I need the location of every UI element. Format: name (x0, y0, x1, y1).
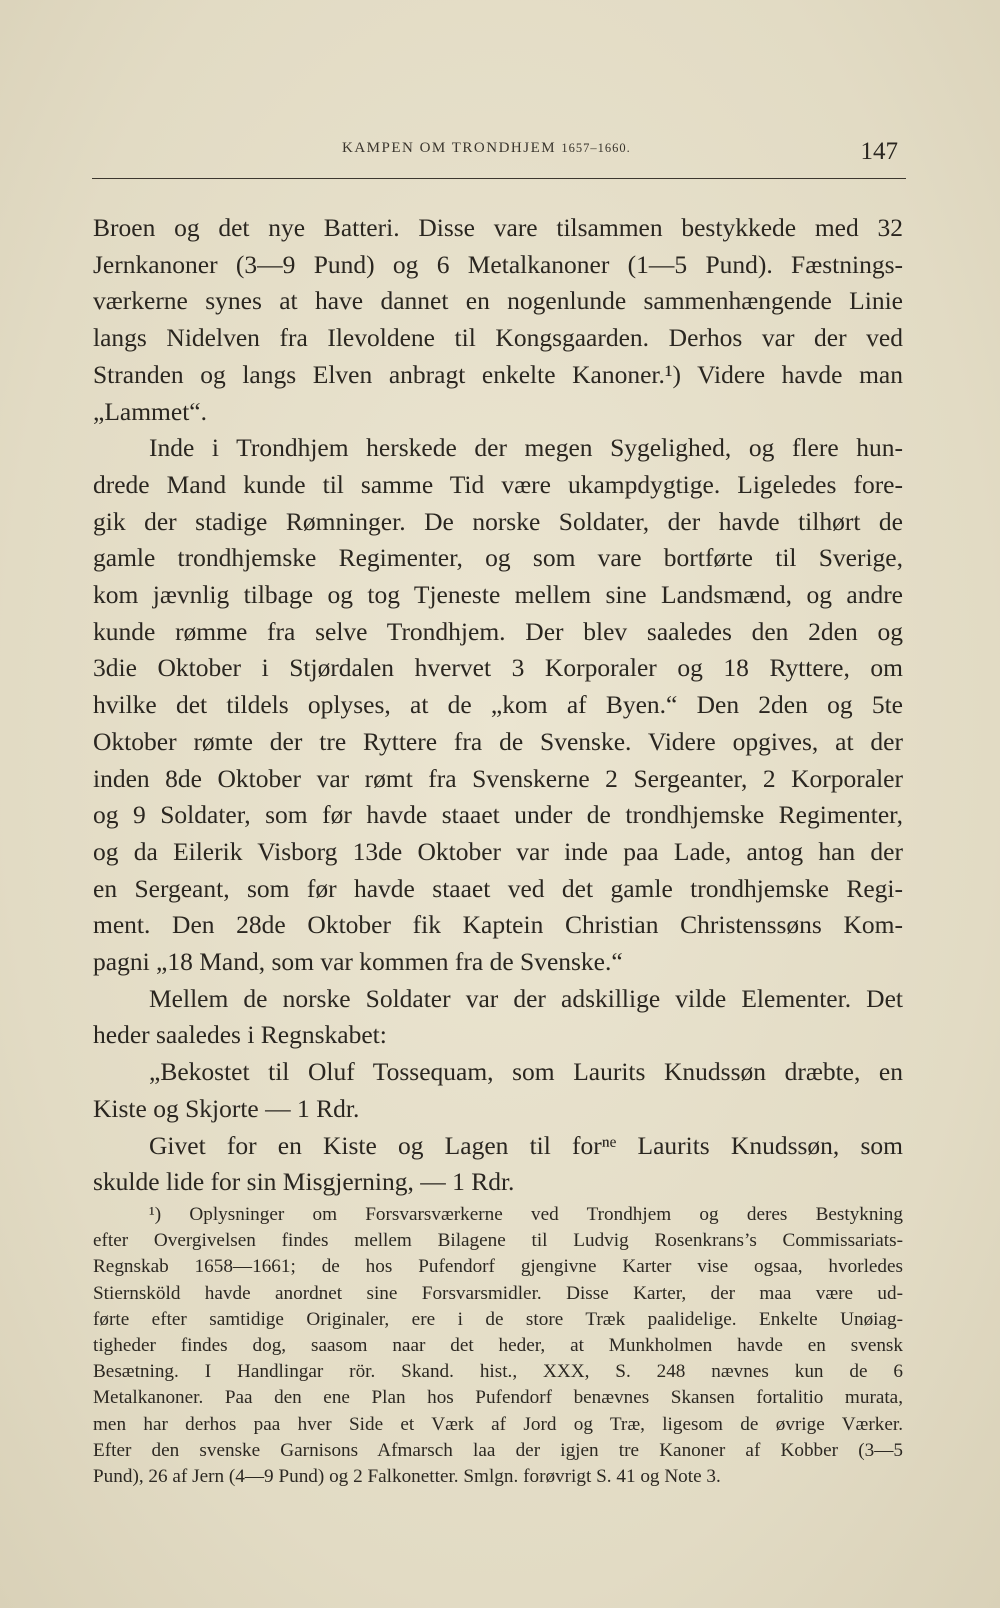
header-rule (92, 178, 906, 179)
footnote-line: efter Overgivelsen findes mellem Bilagene til Ludvig Rosenkrans’s Commissariats- (93, 1230, 903, 1252)
running-title-years: 1657–1660. (561, 141, 631, 155)
text-line: og da Eilerik Visborg 13de Oktober var inde paa Lade, antog han der (93, 836, 903, 866)
running-title-text: KAMPEN OM TRONDHJEM (342, 140, 557, 156)
text-line: „Bekostet til Oluf Tossequam, som Laurits Knudssøn dræbte, en (149, 1057, 903, 1087)
page-header (92, 128, 906, 180)
text-line: pagni „18 Mand, som var kommen fra de Svenske.“ (93, 947, 623, 977)
footnote-line: Metalkanoner. Paa den ene Plan hos Pufendorf benævnes Skansen fortalitio murata, (93, 1387, 903, 1409)
footnote-line: men har derhos paa hver Side et Værk af Jord og Træ, ligesom de øvrige Værker. (93, 1413, 903, 1435)
text-line: heder saaledes i Regnskabet: (93, 1020, 387, 1050)
footnotes (93, 1202, 903, 1490)
text-line: hvilke det tildels oplyses, at de „kom af Byen.“ Den 2den og 5te (93, 690, 903, 720)
text-line: „Lammet“. (93, 396, 207, 426)
text-line: kunde rømme fra selve Trondhjem. Der blev saaledes den 2den og (93, 616, 903, 646)
text-line: inden 8de Oktober var rømt fra Svenskerne 2 Sergeanter, 2 Korporaler (93, 763, 903, 793)
text-line: Givet for en Kiste og Lagen til forⁿᵉ Laurits Knudssøn, som (149, 1130, 903, 1160)
text-line: Inde i Trondhjem herskede der megen Sygelighed, og flere hun- (149, 433, 903, 463)
footnote-line: ¹) Oplysninger om Forsvarsværkerne ved Trondhjem og deres Bestykning (149, 1204, 903, 1225)
footnote-line: Pund), 26 af Jern (4—9 Pund) og 2 Falkonetter. Smlgn. forøvrigt S. 41 og Note 3. (93, 1466, 721, 1488)
text-line: værkerne synes at have dannet en nogenlunde sammenhængende Linie (93, 286, 903, 316)
text-line: gamle trondhjemske Regimenter, og som vare bortførte til Sverige, (93, 543, 903, 573)
footnote-line: Efter den svenske Garnisons Afmarsch laa der igjen tre Kanoner af Kobber (3—5 (93, 1439, 903, 1461)
running-title (342, 140, 631, 157)
text-line: Broen og det nye Batteri. Disse vare tilsammen bestykkede med 32 (93, 213, 903, 242)
page-number: 147 (860, 138, 898, 165)
main-text (93, 210, 903, 1201)
text-line: kom jævnlig tilbage og tog Tjeneste mellem sine Landsmænd, og andre (93, 580, 903, 610)
text-line: Stranden og langs Elven anbragt enkelte Kanoner.¹) Videre havde man (93, 359, 903, 389)
text-line: Jernkanoner (3—9 Pund) og 6 Metalkanoner (1—5 Pund). Fæstnings- (93, 249, 903, 279)
text-line: skulde lide for sin Misgjerning, — 1 Rdr. (93, 1167, 515, 1197)
footnote-line: Regnskab 1658—1661; de hos Pufendorf gjengivne Karter vise ogsaa, hvorledes (93, 1256, 903, 1278)
text-line: Mellem de norske Soldater var der adskillige vilde Elementer. Det (149, 983, 903, 1013)
text-line: og 9 Soldater, som før havde staaet under de trondhjemske Regimenter, (93, 800, 903, 830)
footnote-line: førte efter samtidige Originaler, ere i de store Træk paalidelige. Enkelte Unøiag- (93, 1308, 903, 1330)
text-line: drede Mand kunde til samme Tid være ukampdygtige. Ligeledes fore- (93, 469, 903, 499)
text-line: gik der stadige Rømninger. De norske Soldater, der havde tilhørt de (93, 506, 903, 536)
footnote-line: Stiernsköld havde anordnet sine Forsvarsmidler. Disse Karter, der maa være ud- (93, 1282, 903, 1304)
footnote-line: Besætning. I Handlingar rör. Skand. hist., XXX, S. 248 nævnes kun de 6 (93, 1361, 903, 1383)
footnote-line: tigheder findes dog, saasom naar det heder, at Munkholmen havde en svensk (93, 1335, 903, 1357)
text-line: ment. Den 28de Oktober fik Kaptein Christian Christenssøns Kom- (93, 910, 903, 940)
text-line: Oktober rømte der tre Ryttere fra de Svenske. Videre opgives, at der (93, 726, 903, 756)
text-line: langs Nidelven fra Ilevoldene til Kongsgaarden. Derhos var der ved (93, 323, 903, 353)
text-line: 3die Oktober i Stjørdalen hvervet 3 Korporaler og 18 Ryttere, om (93, 653, 903, 683)
text-line: en Sergeant, som før havde staaet ved det gamle trondhjemske Regi- (93, 873, 903, 903)
text-line: Kiste og Skjorte — 1 Rdr. (93, 1093, 360, 1123)
